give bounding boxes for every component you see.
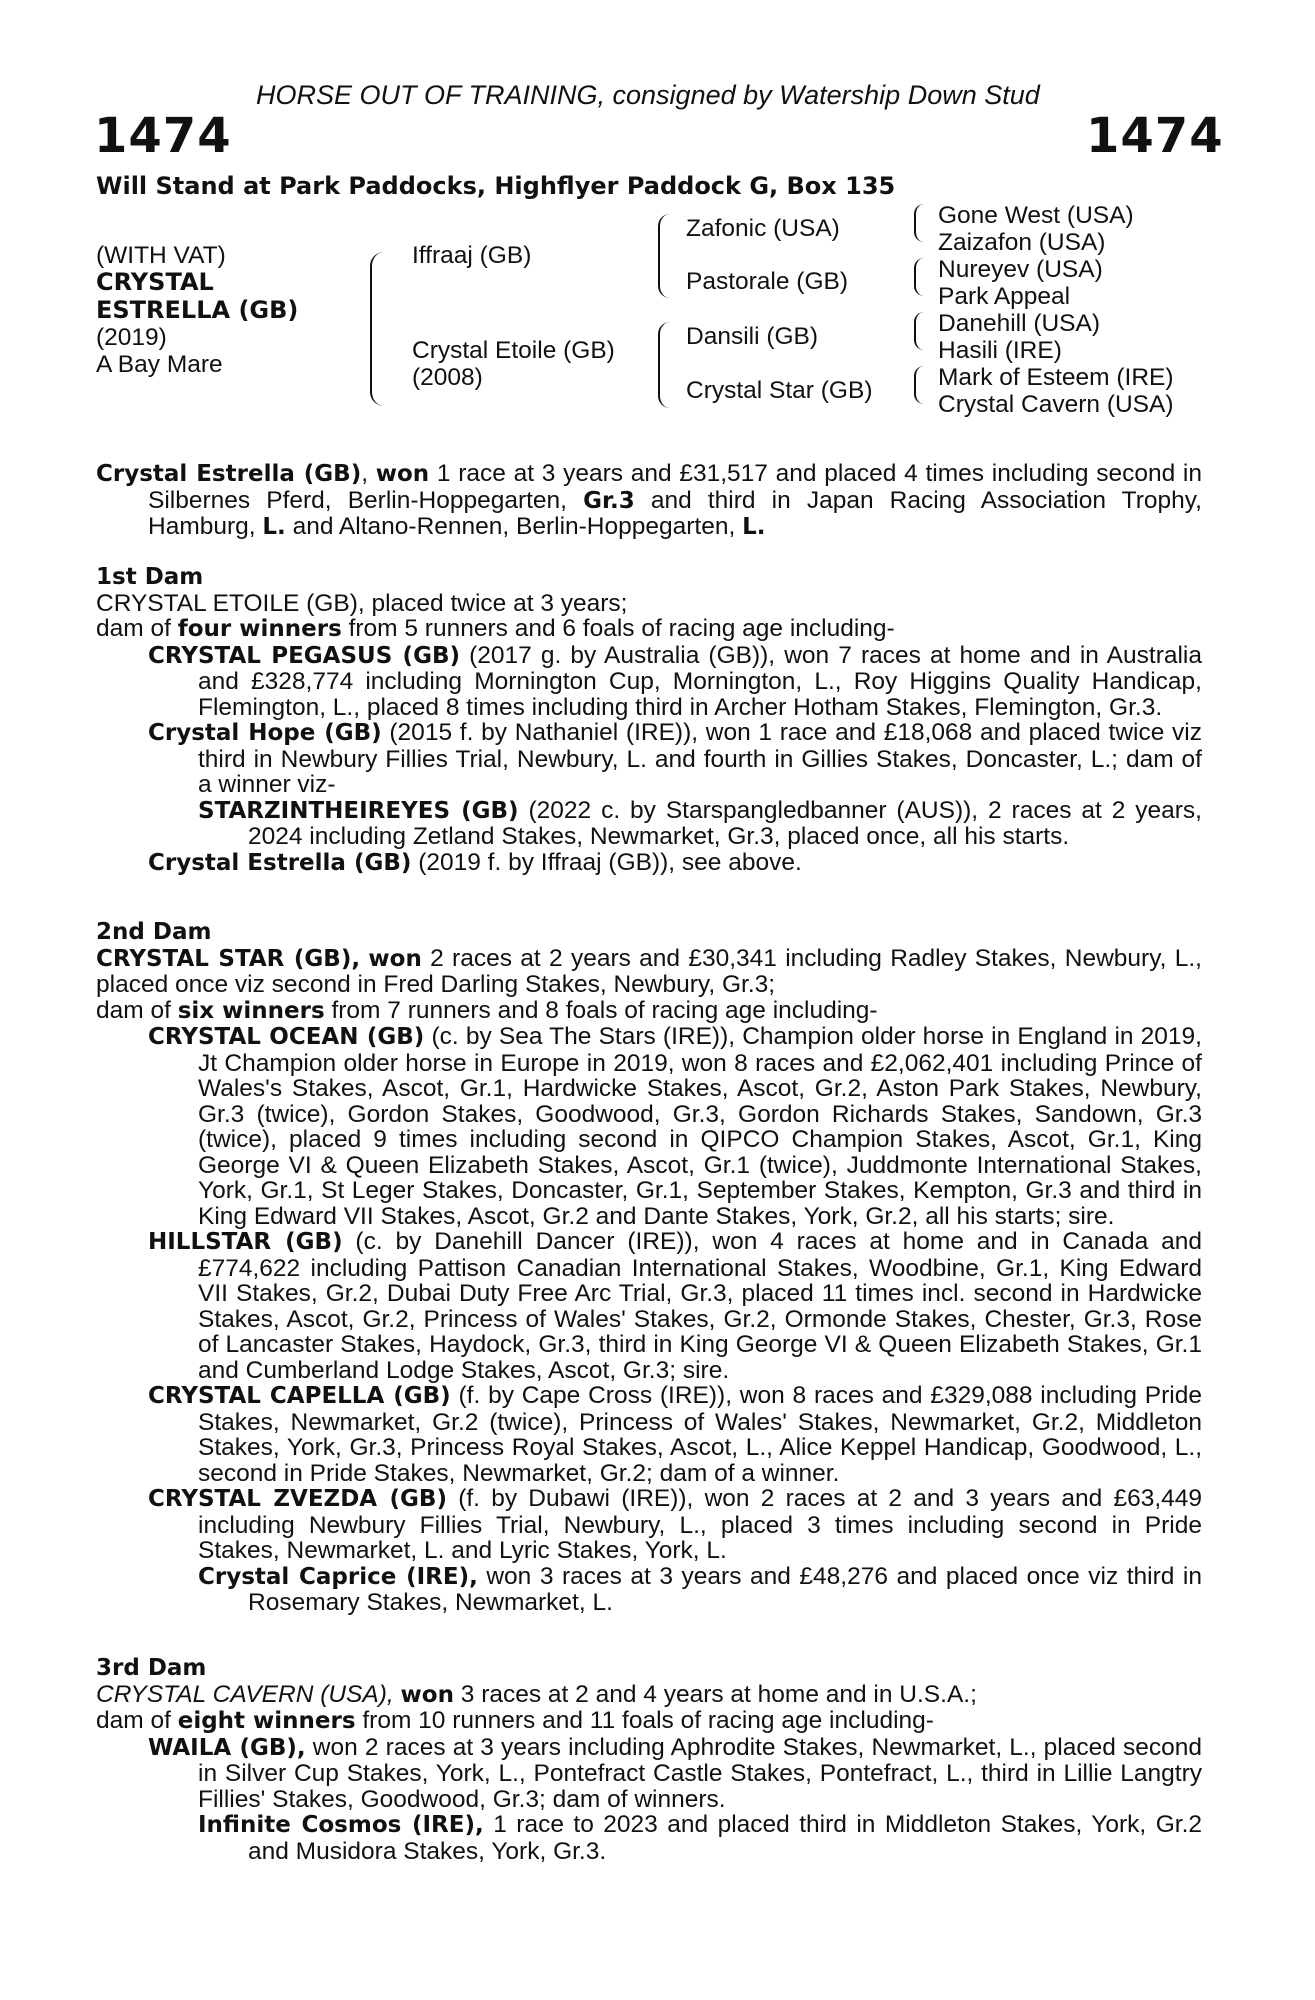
third-dam-name: CRYSTAL CAVERN (USA), [96, 1680, 394, 1708]
intro-text-c: and Altano-Rennen, Berlin-Hoppegarten, [285, 513, 743, 540]
second-dam-runners: from 7 runners and 8 foals of racing age including- [324, 996, 878, 1024]
list-item [148, 1229, 1202, 1383]
progeny-text: (2019 f. by Iffraaj (GB)), see above. [411, 848, 802, 876]
pedigree-ds-dam: Hasili (IRE) [938, 337, 1062, 364]
pedigree-dam: Crystal Etoile (GB) [412, 337, 615, 364]
consignment-line: HORSE OUT OF TRAINING, consigned by Watership Down Stud [256, 80, 1040, 110]
intro-l2: L. [742, 514, 766, 540]
third-dam-summary [96, 1708, 1202, 1735]
second-dam-line [96, 946, 1202, 998]
pedigree-sd-sire: Nureyev (USA) [938, 256, 1103, 283]
progeny-name: Crystal Estrella (GB) [148, 849, 412, 876]
list-item [148, 643, 1202, 721]
pedigree-sire-sire: Zafonic (USA) [686, 215, 840, 242]
pedigree-dam-sire: Dansili (GB) [686, 323, 819, 350]
first-dam-line: CRYSTAL ETOILE (GB), placed twice at 3 years; [96, 589, 628, 617]
location-line: Will Stand at Park Paddocks, Highflyer Paddock G, Box 135 [96, 172, 896, 200]
lot-number-right: 1474 [1086, 108, 1224, 164]
second-dam-won: won [368, 945, 422, 972]
intro-gr3: Gr.3 [583, 487, 635, 514]
pedigree-dd-sire: Mark of Esteem (IRE) [938, 364, 1174, 391]
progeny-text: (c. by Danehill Dancer (IRE)), won 4 races at home and in Canada and £774,622 including Pattison Canadian International Stakes, Woodbine, Gr.1, King Edward VII Stakes, Gr.2, Dubai Duty Free Arc Trial, Gr.3, placed 11 times incl. second in Hardwicke Stakes, Ascot, Gr.2, Princess of Wales' Stakes, Gr.2, Ormonde Stakes, Chester, Gr.3, Rose of Lancaster Stakes, Haydock, Gr.3, third in King George VI & Queen Elizabeth Stakes, Gr.1 and Cumberland Lodge Stakes, Ascot, Gr.3; sire. [198, 1228, 1202, 1384]
progeny-name: WAILA (GB), [148, 1734, 306, 1761]
second-dam-name: CRYSTAL STAR (GB), [96, 945, 361, 972]
pedigree-brace-ds [914, 312, 924, 350]
progeny-text: (2015 f. by Nathaniel (IRE)), won 1 race and £18,068 and placed twice viz third in Newbury Fillies Trial, Newbury, L. and fourth in Gillies Stakes, Doncaster, L.; dam of a winner viz- [198, 719, 1202, 798]
second-dam-summary [96, 998, 1202, 1025]
progeny-text: (c. by Sea The Stars (IRE)), Champion older horse in England in 2019, Jt Champion older horse in Europe in 2019, won 8 races and £2,062,401 including Prince of Wales's Stakes, Ascot, Gr.1, Hardwicke Stakes, Ascot, Gr.2, Aston Park Stakes, Newbury, Gr.3 (twice), Gordon Stakes, Goodwood, Gr.3, Gordon Richards Stakes, Sandown, Gr.3 (twice), placed 9 times including second in QIPCO Champion Stakes, Ascot, Gr.1, King George VI & Queen Elizabeth Stakes, Ascot, Gr.1 (twice), Juddmonte International Stakes, York, Gr.1, St Leger Stakes, Doncaster, Gr.1, September Stakes, Kempton, Gr.3 and third in King Edward VII Stakes, Ascot, Gr.2 and Dante Stakes, York, Gr.2, all his starts; sire. [198, 1023, 1202, 1230]
pedigree-brace-dd [914, 366, 924, 404]
second-dam-section [96, 920, 1202, 1616]
pedigree-brace-ss [914, 204, 924, 242]
horse-year: (2019) [96, 324, 167, 351]
pedigree-brace-dam [658, 322, 670, 408]
vat-label: (WITH VAT) [96, 242, 226, 269]
pedigree-sire: Iffraaj (GB) [412, 242, 532, 269]
intro-won: won [375, 461, 430, 487]
list-item [148, 1735, 1202, 1813]
progeny-text: (2017 g. by Australia (GB)), won 7 races at home and in Australia and £328,774 including Mornington Cup, Mornington, L., Roy Higgins Quality Handicap, Flemington, L., placed 8 times including third in Archer Hotham Stakes, Flemington, Gr.3. [198, 641, 1202, 721]
horse-name-line1: CRYSTAL [96, 268, 214, 296]
list-item [148, 1486, 1202, 1564]
third-dam-text: 3 races at 2 and 4 years at home and in U.S.A.; [453, 1680, 977, 1708]
first-dam-runners: from 5 runners and 6 foals of racing age including- [341, 615, 895, 642]
progeny-name: CRYSTAL CAPELLA (GB) [148, 1383, 451, 1409]
third-dam-winners: eight winners [177, 1708, 356, 1734]
list-item [148, 1024, 1202, 1229]
first-dam-summary [96, 616, 1202, 643]
list-item [148, 720, 1202, 798]
second-dam-winners: six winners [177, 997, 325, 1024]
pedigree-brace-sire [658, 214, 670, 298]
pedigree-dd-dam: Crystal Cavern (USA) [938, 391, 1174, 418]
intro-text-b: and third in Japan Racing Association Trophy, Hamburg, [148, 486, 1202, 540]
progeny-name: HILLSTAR (GB) [148, 1229, 343, 1255]
horse-name-line2: ESTRELLA (GB) [96, 296, 299, 324]
list-item [198, 1564, 1202, 1616]
third-dam-won: won [400, 1681, 454, 1708]
progeny-text: (f. by Cape Cross (IRE)), won 8 races and £329,088 including Pride Stakes, Newmarket, Gr.2 (twice), Princess of Wales' Stakes, Newmarket, Gr.2, Middleton Stakes, York, Gr.3, Princess Royal Stakes, Ascot, L., Alice Keppel Handicap, Goodwood, L., second in Pride Stakes, Newmarket, Gr.2; dam of a winner. [198, 1382, 1203, 1487]
third-dam-runners: from 10 runners and 11 foals of racing age including- [355, 1707, 934, 1734]
list-item [198, 798, 1202, 850]
pedigree-brace-main [370, 252, 384, 406]
second-dam-title: 2nd Dam [96, 919, 212, 945]
list-item [198, 1812, 1202, 1864]
first-dam-dam-of: dam of [96, 615, 178, 642]
progeny-text: 1 race to 2023 and placed third in Middleton Stakes, York, Gr.2 and Musidora Stakes, York, Gr.3. [248, 1811, 1202, 1865]
pedigree-dam-dam: Crystal Star (GB) [686, 377, 873, 404]
horse-description: A Bay Mare [96, 351, 223, 378]
third-dam-title: 3rd Dam [96, 1655, 207, 1681]
first-dam-winners: four winners [177, 616, 342, 642]
progeny-name: Crystal Caprice (IRE), [198, 1563, 478, 1590]
progeny-name: CRYSTAL PEGASUS (GB) [148, 642, 460, 669]
pedigree-dam-year: (2008) [412, 364, 483, 391]
progeny-name: CRYSTAL ZVEZDA (GB) [148, 1486, 447, 1512]
intro-text-a: 1 race at 3 years and £31,517 and placed 4 times including second in Silbernes Pferd, Berlin-Hoppegarten, [148, 460, 1202, 514]
list-item [148, 850, 1202, 877]
progeny-name: CRYSTAL OCEAN (GB) [148, 1024, 425, 1050]
progeny-text: won 3 races at 3 years and £48,276 and placed once viz third in Rosemary Stakes, Newmarket, L. [248, 1562, 1202, 1616]
third-dam-dam-of: dam of [96, 1707, 178, 1734]
intro-horse-name: Crystal Estrella (GB) [96, 461, 362, 487]
list-item [148, 1383, 1202, 1486]
lot-number-left: 1474 [94, 108, 232, 164]
progeny-name: STARZINTHEIREYES (GB) [198, 797, 519, 824]
first-dam-title: 1st Dam [96, 564, 204, 590]
intro-paragraph: Crystal Estrella (GB), won 1 race at 3 years and £31,517 and placed 4 times including second in Silbernes Pferd, Berlin-Hoppegarten, Gr.3 and third in Japan Racing Association Trophy, Hamburg, L. and Altano-Rennen, Berlin-Hoppegarten, L. [96, 460, 1202, 540]
pedigree-sd-dam: Park Appeal [938, 283, 1071, 310]
pedigree-ss-sire: Gone West (USA) [938, 202, 1134, 229]
pedigree-ss-dam: Zaizafon (USA) [938, 229, 1106, 256]
second-dam-dam-of: dam of [96, 996, 178, 1024]
progeny-name: Crystal Hope (GB) [148, 720, 382, 746]
pedigree-sire-dam: Pastorale (GB) [686, 268, 849, 295]
progeny-text: (2022 c. by Starspangledbanner (AUS)), 2 races at 2 years, 2024 including Zetland Stakes, Newmarket, Gr.3, placed once, all his starts. [248, 796, 1202, 850]
pedigree-ds-sire: Danehill (USA) [938, 310, 1101, 337]
progeny-text: (f. by Dubawi (IRE)), won 2 races at 2 and 3 years and £63,449 including Newbury Fillies Trial, Newbury, L., placed 3 times including second in Pride Stakes, Newmarket, L. and Lyric Stakes, York, L. [198, 1485, 1202, 1564]
intro-l1: L. [262, 514, 286, 540]
pedigree-brace-sd [914, 258, 924, 296]
third-dam-section [96, 1656, 1202, 1864]
second-dam-text: 2 races at 2 years and £30,341 including Radley Stakes, Newbury, L., placed once viz second in Fred Darling Stakes, Newbury, Gr.3; [96, 944, 1202, 998]
first-dam-section [96, 565, 1202, 876]
progeny-name: Infinite Cosmos (IRE), [198, 1812, 484, 1838]
progeny-text: won 2 races at 3 years including Aphrodite Stakes, Newmarket, L., placed second in Silver Cup Stakes, York, L., Pontefract Castle Stakes, Pontefract, L., third in Lillie Langtry Fillies' Stakes, Goodwood, Gr.3; dam of winners. [198, 1733, 1203, 1813]
third-dam-line [96, 1682, 1202, 1709]
